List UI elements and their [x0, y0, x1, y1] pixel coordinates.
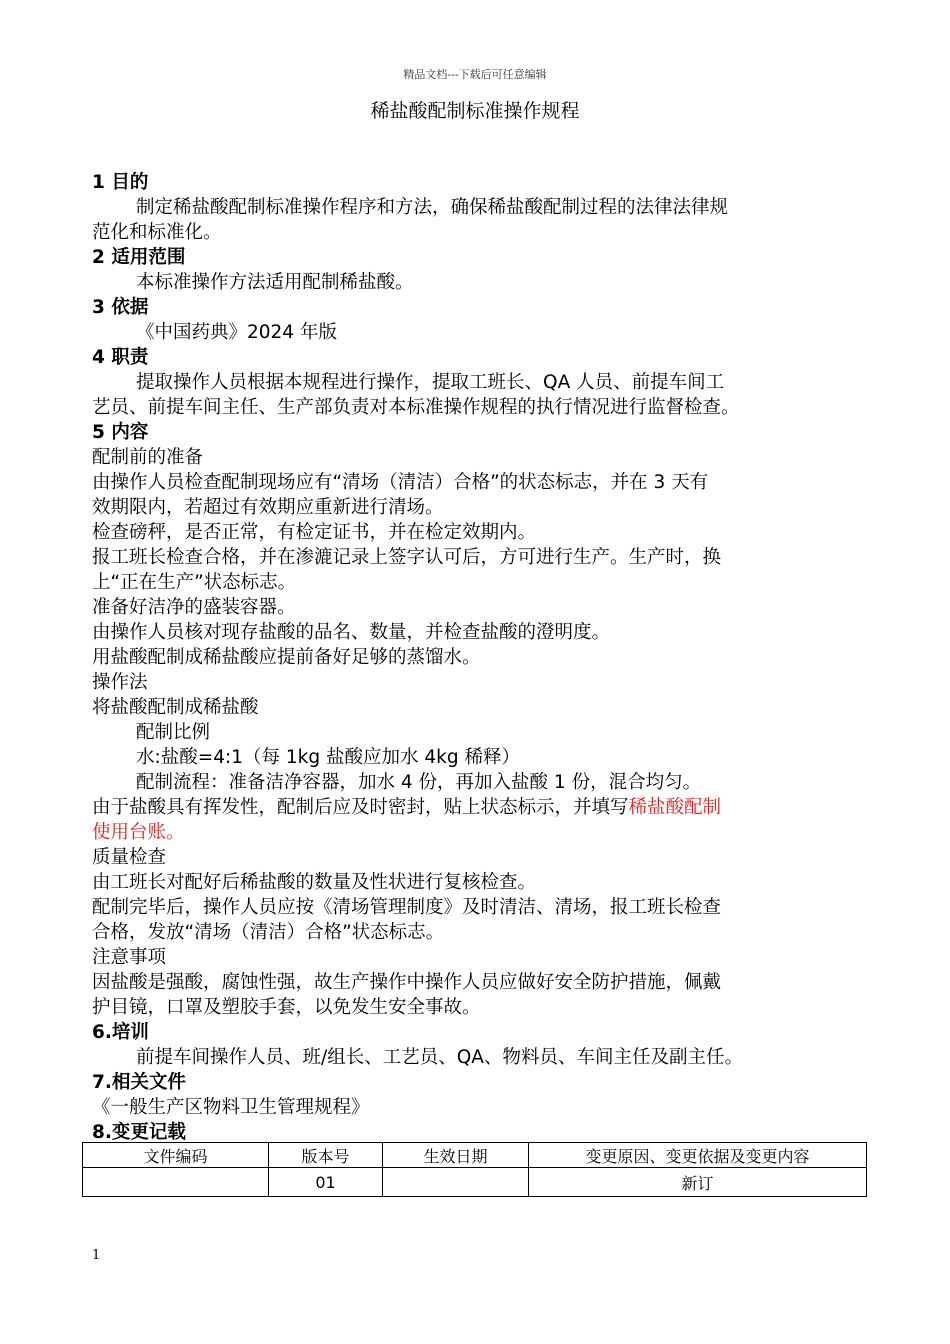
table-header-cell: 变更原因、变更依据及变更内容 [529, 1143, 867, 1168]
section-3-text: 《中国药典》2024 年版 [136, 322, 337, 343]
header-watermark: 精品文档---下载后可任意编辑 [403, 68, 547, 81]
change-record-table [82, 1142, 867, 1197]
seal-text-main: 由于盐酸具有挥发性，配制后应及时密封，贴上状态标示，并填写 [92, 797, 629, 818]
operation-text-1: 将盐酸配制成稀盐酸 [92, 697, 259, 718]
section-1-heading: 1 目的 [92, 172, 149, 193]
prep-text-1b: 效期限内，若超过有效期应重新进行清场。 [92, 497, 444, 518]
ratio-text: 水:盐酸=4:1（每 1kg 盐酸应加水 4kg 稀释） [136, 747, 520, 768]
table-cell [383, 1168, 529, 1197]
table-header-cell: 版本号 [269, 1143, 383, 1168]
section-2-heading: 2 适用范围 [92, 247, 186, 268]
section-4-text-2: 艺员、前提车间主任、生产部负责对本标准操作规程的执行情况进行监督检查。 [92, 397, 740, 418]
qc-text-2b: 合格，发放“清场（清洁）合格”状态标志。 [92, 922, 445, 943]
table-cell: 01 [269, 1168, 383, 1197]
qc-heading: 质量检查 [92, 847, 167, 868]
prep-text-5: 由操作人员核对现存盐酸的品名、数量，并检查盐酸的澄明度。 [92, 622, 611, 643]
table-header-cell: 生效日期 [383, 1143, 529, 1168]
section-1-text-1: 制定稀盐酸配制标准操作程序和方法，确保稀盐酸配制过程的法律法律规 [136, 197, 729, 218]
prep-text-4: 准备好洁净的盛装容器。 [92, 597, 296, 618]
prep-text-3a: 报工班长检查合格，并在渗漉记录上签字认可后，方可进行生产。生产时，换 [92, 547, 722, 568]
prep-text-3b: 上“正在生产”状态标志。 [92, 572, 297, 593]
document-title: 稀盐酸配制标准操作规程 [370, 100, 580, 122]
section-5-heading: 5 内容 [92, 422, 149, 443]
prep-text-6: 用盐酸配制成稀盐酸应提前备好足够的蒸馏水。 [92, 647, 481, 668]
table-cell: 新订 [529, 1168, 867, 1197]
flow-text: 配制流程：准备洁净容器，加水 4 份，再加入盐酸 1 份，混合均匀。 [136, 772, 702, 793]
section-3-heading: 3 依据 [92, 297, 149, 318]
seal-text-highlight-1: 稀盐酸配制 [628, 797, 722, 818]
section-7-text: 《一般生产区物料卫生管理规程》 [92, 1097, 370, 1118]
qc-text-2a: 配制完毕后，操作人员应按《清场管理制度》及时清洁、清场，报工班长检查 [92, 897, 722, 918]
qc-text-1: 由工班长对配好后稀盐酸的数量及性状进行复核检查。 [92, 872, 537, 893]
table-header-cell: 文件编码 [83, 1143, 269, 1168]
prep-text-2: 检查磅秤，是否正常，有检定证书，并在检定效期内。 [92, 522, 537, 543]
table-header-row [83, 1143, 867, 1168]
notes-text-1b: 护目镜，口罩及塑胶手套，以免发生安全事故。 [92, 997, 481, 1018]
document-body [92, 170, 868, 1145]
seal-text-highlight-2: 使用台账。 [92, 822, 185, 843]
section-7-heading: 7.相关文件 [92, 1072, 186, 1093]
section-6-heading: 6.培训 [92, 1022, 149, 1043]
table-cell [83, 1168, 269, 1197]
section-4-text-1: 提取操作人员根据本规程进行操作，提取工班长、QA 人员、前提车间工 [136, 372, 725, 393]
operation-heading: 操作法 [92, 672, 148, 693]
section-1-text-2: 范化和标准化。 [92, 222, 222, 243]
page-number: 1 [92, 1248, 101, 1263]
prep-heading: 配制前的准备 [92, 447, 204, 468]
table-row [83, 1168, 867, 1197]
notes-text-1a: 因盐酸是强酸，腐蚀性强，故生产操作中操作人员应做好安全防护措施，佩戴 [92, 972, 722, 993]
section-8-heading: 8.变更记载 [92, 1122, 186, 1143]
section-2-text: 本标准操作方法适用配制稀盐酸。 [136, 272, 414, 293]
seal-text-1 [92, 795, 868, 820]
section-6-text: 前提车间操作人员、班/组长、工艺员、QA、物料员、车间主任及副主任。 [136, 1047, 743, 1068]
notes-heading: 注意事项 [92, 947, 167, 968]
section-4-heading: 4 职责 [92, 347, 149, 368]
prep-text-1a: 由操作人员检查配制现场应有“清场（清洁）合格”的状态标志，并在 3 天有 [92, 472, 709, 493]
ratio-heading: 配制比例 [136, 722, 211, 743]
